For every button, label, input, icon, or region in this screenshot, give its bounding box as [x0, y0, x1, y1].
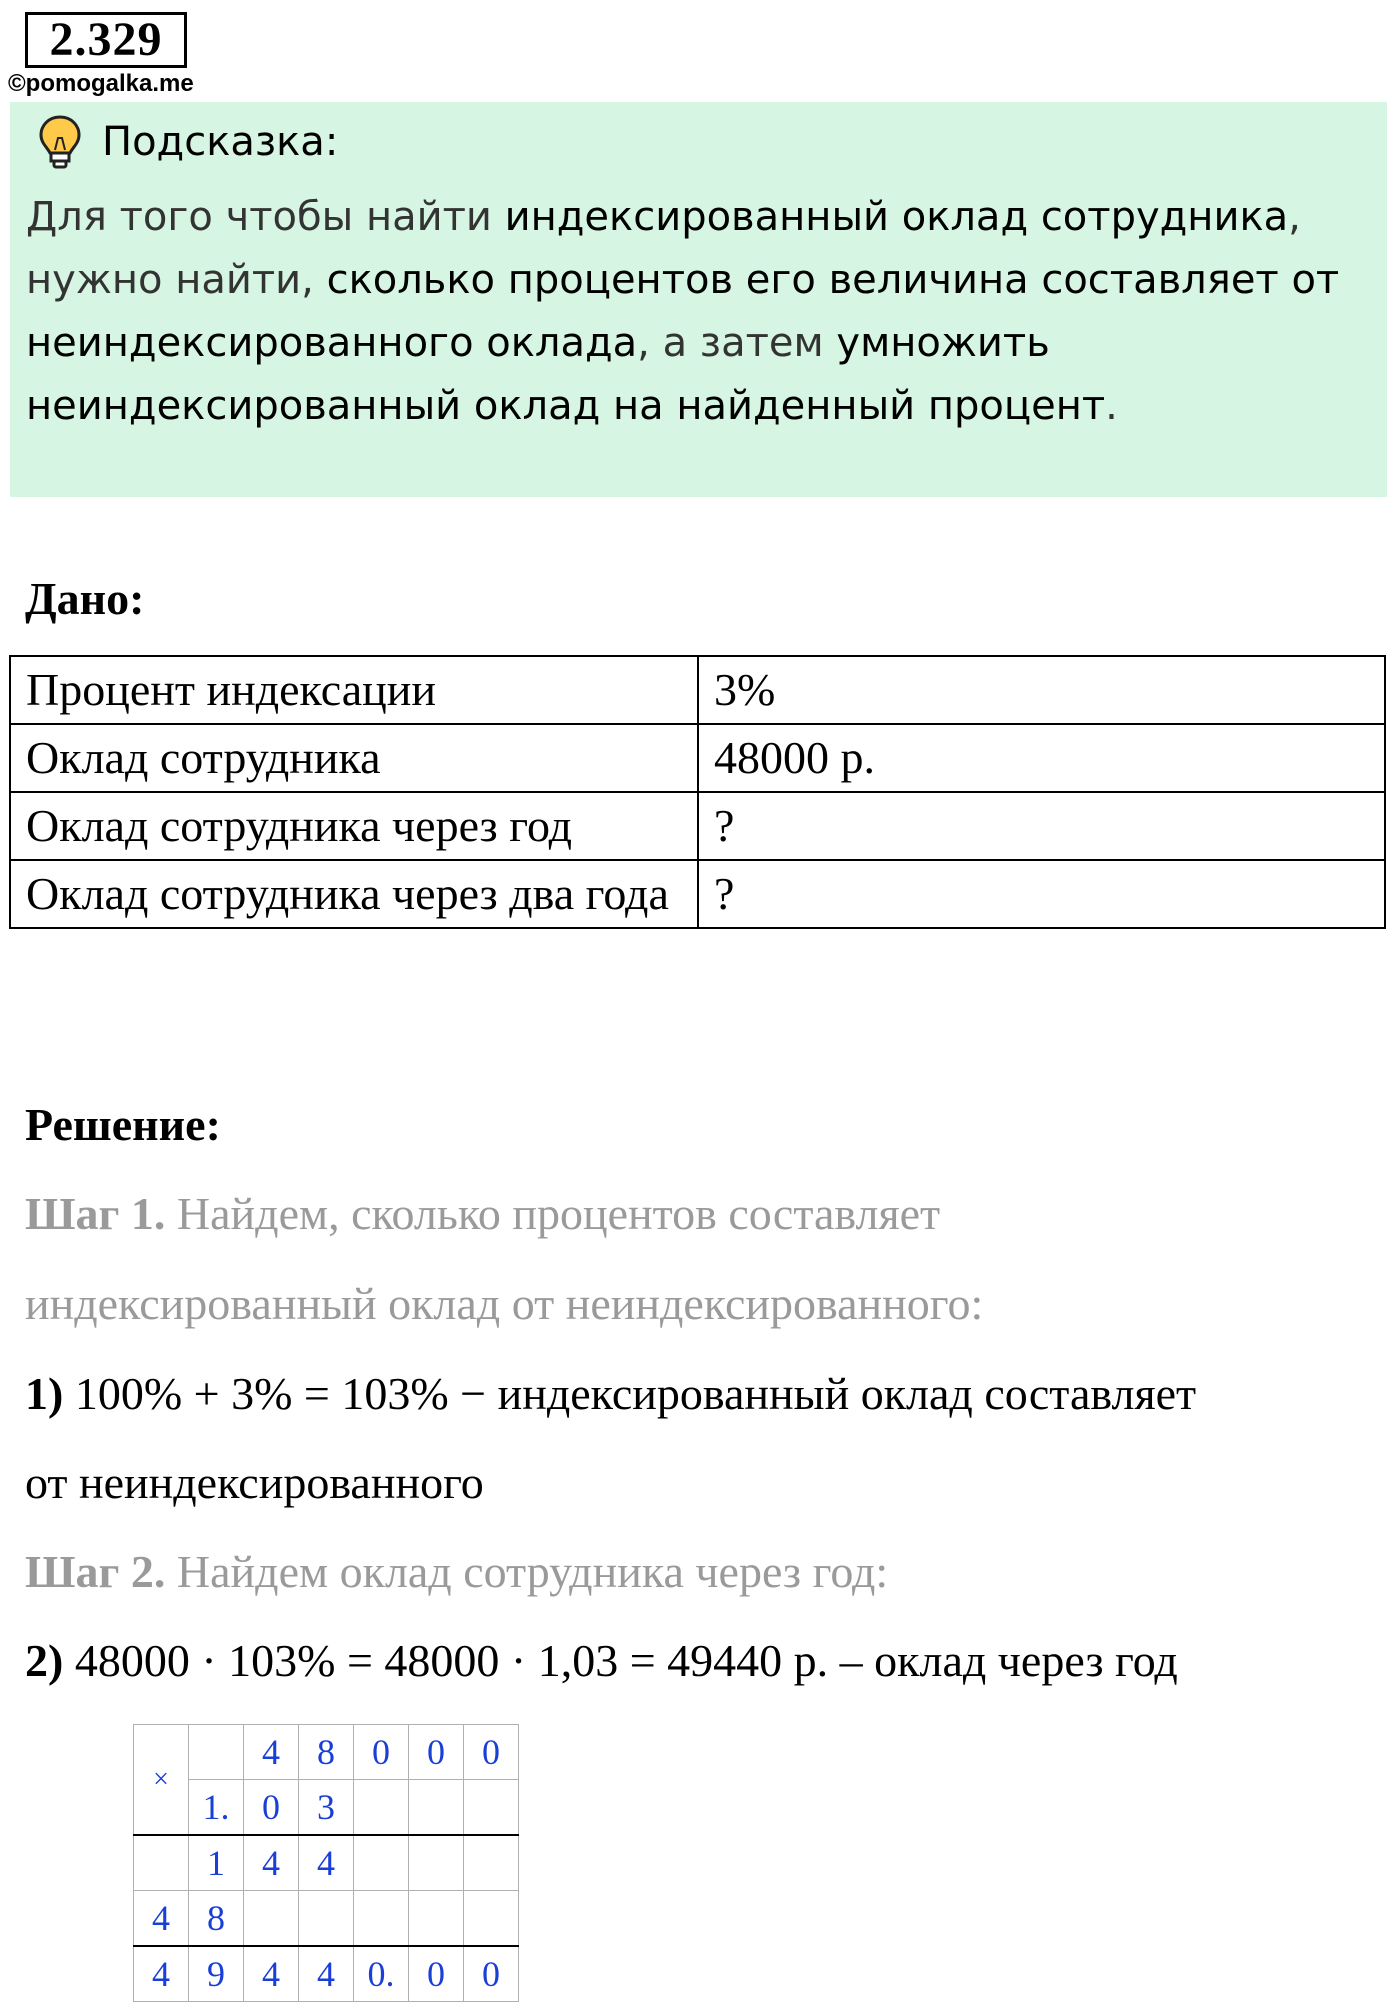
site-watermark: ©pomogalka.me — [8, 70, 194, 97]
grid-row — [134, 1725, 519, 1780]
grid-cell — [244, 1891, 299, 1947]
grid-cell: 0. — [354, 1946, 409, 2002]
hint-text — [26, 186, 1376, 438]
hint-title — [38, 114, 338, 170]
given-value: ? — [698, 860, 1385, 928]
grid-row — [134, 1835, 519, 1891]
step1-line2: индексированный оклад от неиндексированного: — [25, 1278, 984, 1329]
line2-text: 48000 · 103% = 48000 · 1,03 = 49440 р. – оклад через год — [63, 1635, 1178, 1686]
grid-cell — [464, 1891, 519, 1947]
grid-cell — [354, 1835, 409, 1891]
multiplication-grid — [133, 1724, 519, 2002]
line1-text: 100% + 3% = 103% − индексированный оклад составляет — [63, 1368, 1197, 1419]
given-value: 3% — [698, 656, 1385, 724]
step2-label: Шаг 2. — [25, 1546, 166, 1597]
solution-line-2 — [25, 1634, 1178, 1687]
grid-cell — [134, 1835, 189, 1891]
grid-cell — [354, 1780, 409, 1836]
grid-cell: 0 — [409, 1725, 464, 1780]
grid-cell: 1 — [189, 1835, 244, 1891]
grid-cell: 0 — [464, 1725, 519, 1780]
hint-segment: . — [1105, 383, 1118, 429]
hint-segment: Для того чтобы найти — [26, 194, 505, 240]
table-row — [10, 724, 1385, 792]
given-label: Оклад сотрудника через год — [10, 792, 698, 860]
grid-cell: 4 — [244, 1946, 299, 2002]
step2-text: Найдем оклад сотрудника через год: — [165, 1546, 889, 1597]
grid-row — [134, 1891, 519, 1947]
step1-label: Шаг 1. — [25, 1188, 166, 1239]
hint-segment: , а затем — [637, 320, 837, 366]
given-label: Оклад сотрудника — [10, 724, 698, 792]
grid-cell: 0 — [409, 1946, 464, 2002]
grid-row — [134, 1780, 519, 1836]
grid-cell — [354, 1891, 409, 1947]
hint-emphasis: индексированный оклад сотрудника — [504, 194, 1289, 240]
grid-cell: 4 — [299, 1835, 354, 1891]
grid-cell: 0 — [464, 1946, 519, 2002]
grid-cell: 0 — [354, 1725, 409, 1780]
table-row — [10, 860, 1385, 928]
given-value: 48000 р. — [698, 724, 1385, 792]
given-table — [9, 655, 1386, 929]
grid-cell — [409, 1835, 464, 1891]
grid-row — [134, 1946, 519, 2002]
hint-emphasis: умножить неиндексированный оклад на найденный процент — [26, 320, 1106, 429]
hint-emphasis: сколько процентов его величина составляет от неиндексированного оклада — [26, 257, 1340, 366]
grid-cell: 4 — [134, 1891, 189, 1947]
grid-cell: 9 — [189, 1946, 244, 2002]
given-heading: Дано: — [25, 573, 145, 624]
given-label: Оклад сотрудника через два года — [10, 860, 698, 928]
line1-num: 1) — [25, 1368, 64, 1419]
grid-cell — [464, 1835, 519, 1891]
solution-line-1 — [25, 1367, 1196, 1420]
grid-cell: 4 — [244, 1835, 299, 1891]
problem-number: 2.329 — [25, 12, 187, 68]
grid-cell: 8 — [299, 1725, 354, 1780]
grid-cell — [464, 1780, 519, 1836]
step2-line — [25, 1545, 888, 1598]
grid-cell — [409, 1891, 464, 1947]
given-value: ? — [698, 792, 1385, 860]
hint-box — [10, 102, 1387, 497]
solution-heading: Решение: — [25, 1099, 221, 1150]
hint-title-text: Подсказка: — [102, 119, 339, 165]
line2-num: 2) — [25, 1635, 64, 1686]
grid-cell: 4 — [299, 1946, 354, 2002]
given-label: Процент индексации — [10, 656, 698, 724]
grid-cell: 4 — [244, 1725, 299, 1780]
grid-cell: 1. — [189, 1780, 244, 1836]
grid-cell — [409, 1780, 464, 1836]
grid-cell: 3 — [299, 1780, 354, 1836]
grid-cell — [299, 1891, 354, 1947]
grid-cell: 0 — [244, 1780, 299, 1836]
grid-cell: 4 — [134, 1946, 189, 2002]
table-row — [10, 792, 1385, 860]
step1-line — [25, 1187, 940, 1240]
grid-cell — [189, 1725, 244, 1780]
grid-cell: × — [134, 1725, 189, 1836]
step1-text: Найдем, сколько процентов составляет — [165, 1188, 941, 1239]
solution-line-1b: от неиндексированного — [25, 1457, 484, 1508]
lightbulb-icon — [38, 114, 82, 170]
grid-cell: 8 — [189, 1891, 244, 1947]
hint-segment: , нужно найти, — [26, 194, 1301, 303]
table-row — [10, 656, 1385, 724]
